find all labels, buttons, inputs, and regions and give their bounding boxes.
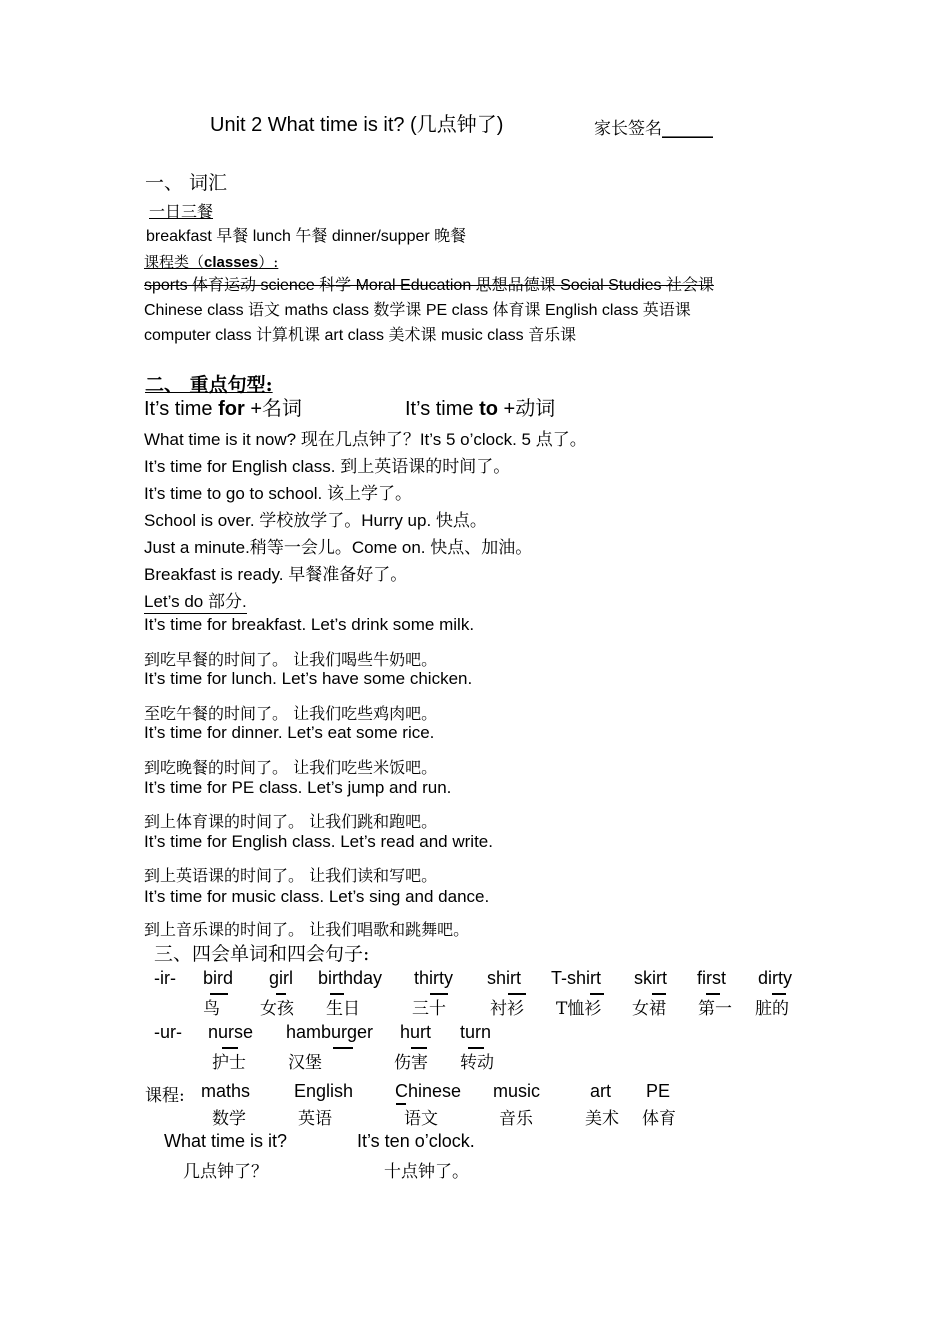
classes-line-3: computer class 计算机课 art class 美术课 music class 音乐课	[144, 327, 577, 344]
word-meaning: 三十	[412, 999, 446, 1019]
word-meaning: 衬衫	[490, 999, 524, 1019]
word: girl	[269, 968, 294, 988]
pair-chinese: 到上英语课的时间了。 让我们读和写吧。	[144, 866, 438, 885]
answer-english: It’s ten o’clock.	[357, 1131, 475, 1151]
answer-chinese: 十点钟了。	[384, 1162, 469, 1182]
subject-meaning: 体育	[642, 1109, 676, 1129]
classes-title	[144, 251, 278, 272]
pattern-a-word: for	[218, 398, 245, 420]
word: nurse	[208, 1022, 254, 1042]
parent-signature	[594, 114, 713, 139]
classes-line-2: Chinese class 语文 maths class 数学课 PE class 体育课 English class 英语课	[144, 302, 691, 319]
word: dirty	[758, 968, 793, 988]
word: hurt	[400, 1022, 432, 1042]
pair-english: It’s time for lunch. Let’s have some chicken.	[144, 669, 473, 688]
pair-english: It’s time for music class. Let’s sing and dance.	[144, 887, 490, 906]
word-meaning: 女孩	[260, 999, 294, 1019]
meals-line: breakfast 早餐 lunch 午餐 dinner/supper 晚餐	[146, 228, 467, 245]
signature-label: 家长签名	[594, 119, 662, 139]
sentence-line: School is over. 学校放学了。Hurry up. 快点。	[144, 511, 487, 530]
subject-word: maths	[201, 1081, 251, 1101]
sentence-line: It’s time for English class. 到上英语课的时间了。	[144, 457, 511, 476]
word-meaning: 女裙	[632, 999, 666, 1019]
ur-label: -ur-	[154, 1022, 182, 1042]
overline-mark	[210, 993, 228, 995]
subject-word: art	[590, 1081, 612, 1101]
subject-word: music	[493, 1081, 541, 1101]
sentence-line: Breakfast is ready. 早餐准备好了。	[144, 565, 408, 584]
overline-mark	[706, 993, 720, 995]
subject-meaning: 语文	[404, 1109, 438, 1129]
signature-blank: ______	[662, 119, 713, 139]
pair-english: It’s time for dinner. Let’s eat some rice.	[144, 723, 435, 742]
pattern-b-pre: It’s time	[405, 398, 480, 420]
word-meaning: T恤衫	[556, 999, 602, 1019]
pair-english: It’s time for breakfast. Let’s drink some milk.	[144, 615, 475, 634]
sentence-line: Just a minute.稍等一会儿。Come on. 快点、加油。	[144, 538, 533, 557]
word-meaning: 第一	[698, 999, 732, 1019]
pair-chinese: 到吃早餐的时间了。 让我们喝些牛奶吧。	[144, 650, 438, 669]
word-meaning: 转动	[460, 1053, 494, 1073]
pattern-a-post: +名词	[244, 398, 303, 420]
overline-mark	[330, 993, 344, 995]
overline-mark	[652, 993, 666, 995]
lets-do-heading: Let’s do 部分.	[144, 587, 247, 614]
overline-mark	[333, 1047, 353, 1049]
word: bird	[203, 968, 234, 988]
subject-word: Chinese	[395, 1081, 462, 1101]
overline-mark	[430, 993, 448, 995]
pattern-a-pre: It’s time	[144, 398, 219, 420]
subject-word: English	[294, 1081, 354, 1101]
overline-mark	[411, 1047, 427, 1049]
section-3-heading: 三、四会单词和四会句子:	[154, 943, 370, 965]
overline-mark	[468, 1047, 484, 1049]
overline-mark	[508, 993, 526, 995]
classes-line-1: sports 体育运动 science 科学 Moral Education 思想品德课 Social Studies 社会课	[144, 277, 714, 294]
overline-mark	[276, 993, 286, 995]
section-1-heading: 一、 词汇	[145, 172, 228, 194]
subject-meaning: 美术	[585, 1109, 619, 1129]
pattern-b-post: +动词	[497, 398, 556, 420]
subjects-label: 课程:	[145, 1086, 185, 1106]
pair-chinese: 到上音乐课的时间了。 让我们唱歌和跳舞吧。	[144, 920, 470, 939]
pattern-b-word: to	[479, 398, 498, 420]
word: first	[697, 968, 726, 988]
word: hamburger	[286, 1022, 374, 1042]
pattern-for-noun	[144, 392, 302, 421]
section-2-heading: 二、 重点句型:	[145, 374, 273, 396]
sentence-line: What time is it now? 现在几点钟了？It’s 5 o’clock. 5 点了。	[144, 430, 587, 449]
word: thirty	[414, 968, 454, 988]
word: skirt	[634, 968, 667, 988]
sentence-line: It’s time to go to school. 该上学了。	[144, 484, 412, 503]
word: birthday	[318, 968, 383, 988]
subject-meaning: 音乐	[499, 1109, 533, 1129]
word-meaning: 脏的	[755, 999, 789, 1019]
classes-title-suffix: ）:	[258, 253, 279, 271]
word-meaning: 护士	[212, 1053, 246, 1073]
subject-word: PE	[646, 1081, 671, 1101]
subject-meaning: 英语	[298, 1109, 332, 1129]
word: shirt	[487, 968, 522, 988]
page-title	[210, 108, 503, 137]
subject-meaning: 数学	[212, 1109, 246, 1129]
overline-mark	[222, 1047, 238, 1049]
word-meaning: 伤害	[394, 1053, 428, 1073]
pattern-to-verb	[405, 392, 555, 421]
classes-title-prefix: 课程类（	[144, 253, 205, 271]
word-meaning: 鸟	[203, 999, 220, 1019]
word: turn	[460, 1022, 492, 1042]
question-english: What time is it?	[164, 1131, 288, 1151]
ir-label: -ir-	[154, 968, 176, 988]
word-meaning: 汉堡	[288, 1053, 322, 1073]
pair-english: It’s time for English class. Let’s read and write.	[144, 832, 493, 851]
overline-mark	[772, 993, 786, 995]
word: T-shirt	[551, 968, 602, 988]
meals-title: 一日三餐	[149, 202, 214, 221]
word-meaning: 生日	[326, 999, 360, 1019]
title-text: Unit 2 What time is it? (几点钟了)	[210, 114, 504, 136]
pair-english: It’s time for PE class. Let’s jump and run.	[144, 778, 452, 797]
overline-mark	[590, 993, 604, 995]
classes-title-word: classes	[204, 254, 259, 271]
question-chinese: 几点钟了？	[183, 1162, 268, 1182]
overline-mark	[396, 1103, 406, 1105]
pair-chinese: 到吃晚餐的时间了。 让我们吃些米饭吧。	[144, 758, 438, 777]
pair-chinese: 至吃午餐的时间了。 让我们吃些鸡肉吧。	[144, 704, 438, 723]
pair-chinese: 到上体育课的时间了。 让我们跳和跑吧。	[144, 812, 438, 831]
